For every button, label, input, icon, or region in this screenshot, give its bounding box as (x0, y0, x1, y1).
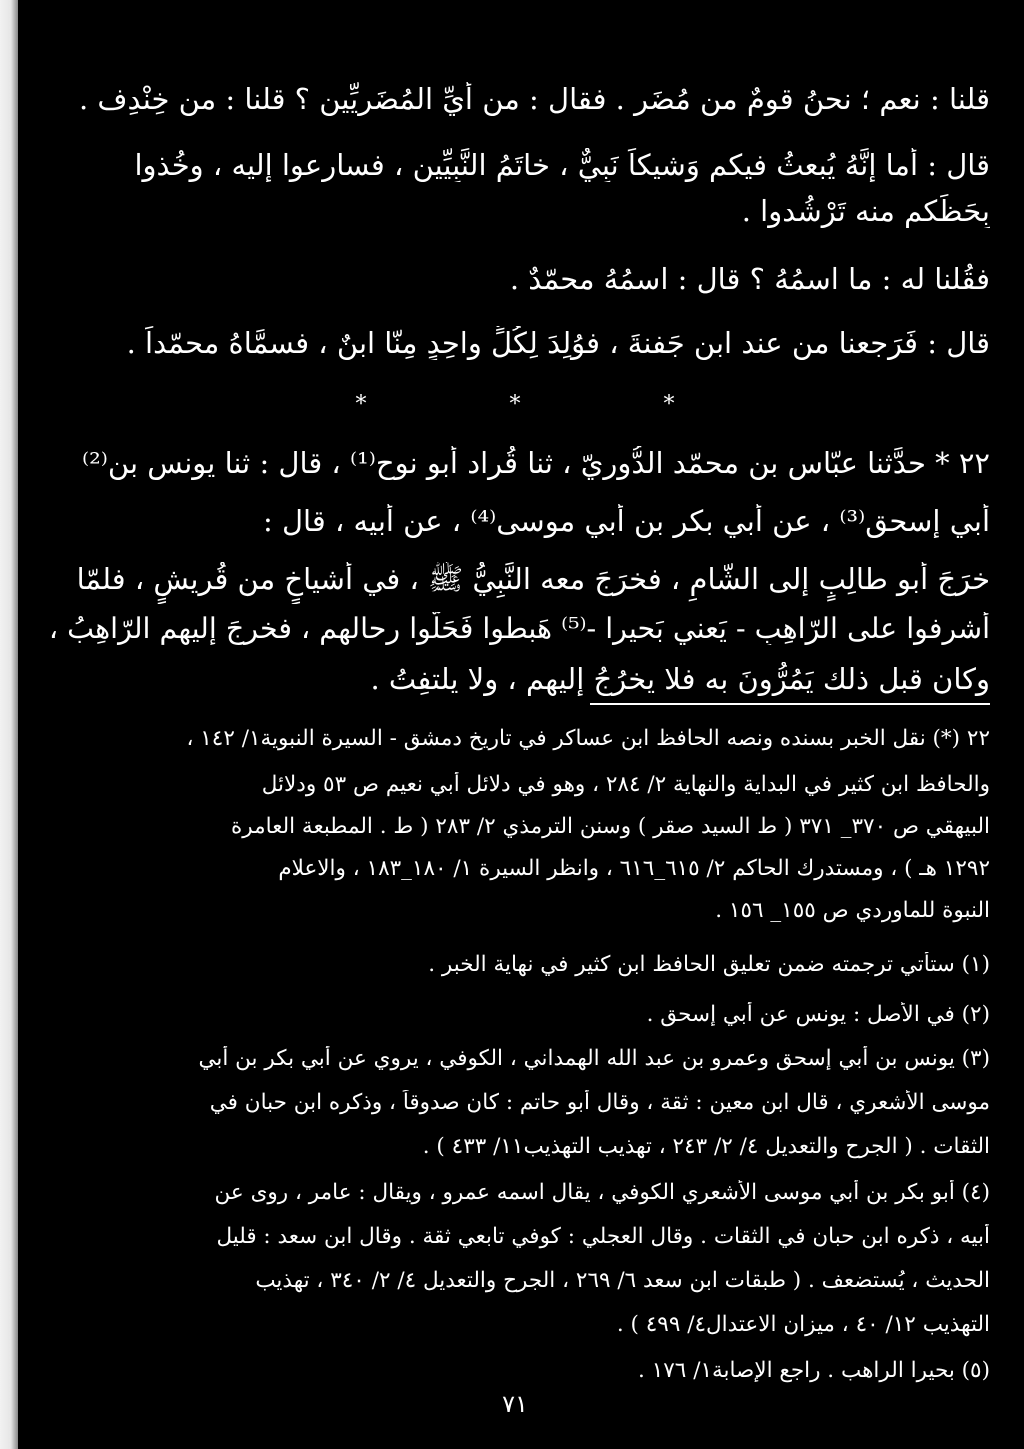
main-text-line: بِحَظِّكم منه تَرْشُدوا . (741, 194, 990, 228)
footnote-line: الحديث ، يُستضعف . ( طبقات ابن سعد ٦/ ٢٦٩ ، الجرح والتعديل ٤/ ٢/ ٣٤٠ ، تهذيب (255, 1268, 990, 1293)
footnote-line: البيهقي ص ٣٧٠_ ٣٧١ ( ط السيد صقر ) وسنن الترمذي ٢/ ٢٨٣ ( ط . المطبعة العامرة (231, 814, 990, 839)
hadith-line: خرَجَ أبو طالِبٍ إلى الشّامِ ، فخرَجَ معه النَّبِيُّ ﷺ ، في أشياخٍ من قُريشٍ ، فلمّا (76, 562, 990, 596)
footnote-line: (٤) أبو بكر بن أبي موسى الأشعري الكوفي ، يقال اسمه عمرو ، ويقال : عامر ، روى عن (214, 1180, 990, 1205)
hadith-line: ٢٢ * حدَّثنا عبّاس بن محمّد الدُّوريّ ، ثنا قُراد أبو نوح⁽¹⁾ ، قال : ثنا يونس بن⁽²⁾ (82, 446, 990, 480)
footnote-line: أبيه ، ذكره ابن حبان في الثقات . وقال العجلي : كوفي تابعي ثقة . وقال ابن سعد : قليل (216, 1224, 990, 1249)
footnote-line: والحافظ ابن كثير في البداية والنهاية ٢/ ٢٨٤ ، وهو في دلائل أبي نعيم ص ٥٣ ودلائل (261, 772, 990, 797)
footnote-line: (٥) بحيرا الراهب . راجع الإصابة١/ ١٧٦ . (638, 1358, 990, 1383)
footnote-line: ١٢٩٢ هـ ) ، ومستدرك الحاكم ٢/ ٦١٥_٦١٦ ، وانظر السيرة ١/ ١٨٠_١٨٣ ، والاعلام (278, 856, 990, 881)
separator-star: * (355, 392, 367, 417)
main-text-line: قال : فَرَجعنا من عند ابن جَفنةَ ، فوُلِدَ لِكُلٍّ واحِدٍ مِنّا ابنٌ ، فسمَّاهُ محمّداً . (126, 326, 990, 360)
hadith-line: وكان قبل ذلك يَمُرُّونَ به فلا يخرُجُ إليهم ، ولا يلتفِتُ . (370, 662, 990, 696)
footnote-line: النبوة للماوردي ص ١٥٥_ ١٥٦ . (715, 898, 990, 923)
hadith-line: أبي إسحق⁽³⁾ ، عن أبي بكر بن أبي موسى⁽⁴⁾ ، عن أبيه ، قال : (262, 504, 990, 538)
section-separator (40, 392, 990, 417)
footnote-line: (٣) يونس بن أبي إسحق وعمرو بن عبد الله الهمداني ، الكوفي ، يروي عن أبي بكر بن أبي (198, 1046, 990, 1071)
hadith-line: أشرفوا على الرّاهِبِ - يَعني بَحيرا -⁽⁵⁾ هَبطوا فَحَلّوا رِحالهم ، فخرجَ إليهم الرّاهِبُ ، (48, 612, 990, 645)
main-text-line: قال : أما إِنَّهُ يُبعثُ فيكم وَشيكاً نَبِيٌّ ، خاتَمُ النَّبِيِّين ، فسارِعوا إليه ، وخُذوا (134, 148, 990, 182)
footnote-line: (١) ستأتي ترجمته ضمن تعليق الحافظ ابن كثير في نهاية الخبر . (428, 952, 990, 977)
footnote-line: التهذيب ١٢/ ٤٠ ، ميزان الاعتدال٤/ ٤٩٩ ) . (616, 1312, 990, 1337)
footnote-line: الثقات . ( الجرح والتعديل ٤/ ٢/ ٢٤٣ ، تهذيب التهذيب١١/ ٤٣٣ ) . (422, 1134, 990, 1159)
footnote-line: (٢) في الأصل : يونس عن أبي إسحق . (646, 1002, 990, 1027)
footnote-line: موسى الأشعري ، قال ابن معين : ثقة ، وقال أبو حاتم : كان صدوقاً ، وذكره ابن حبان في (209, 1090, 990, 1115)
page-number: ٧١ (502, 1390, 528, 1418)
main-text-line: فقُلنا له : ما اسمُهُ ؟ قال : اسمُهُ محمّدٌ . (509, 262, 990, 296)
footnote-line: ٢٢ (*) نقل الخبر بسنده ونصه الحافظ ابن عساكر في تاريخ دمشق - السيرة النبوية١/ ١٤٢ ، (186, 726, 990, 751)
main-text-line: قلنا : نعم ؛ نحنُ قومٌ من مُضَر . فقال : من أَيِّ المُضَرِيِّين ؟ قلنا : من خِنْدِف . (78, 82, 990, 116)
separator-star: * (509, 392, 521, 417)
footnote-divider (590, 703, 990, 705)
separator-star: * (663, 392, 675, 417)
book-page (40, 0, 990, 1449)
scan-edge (0, 0, 18, 1449)
